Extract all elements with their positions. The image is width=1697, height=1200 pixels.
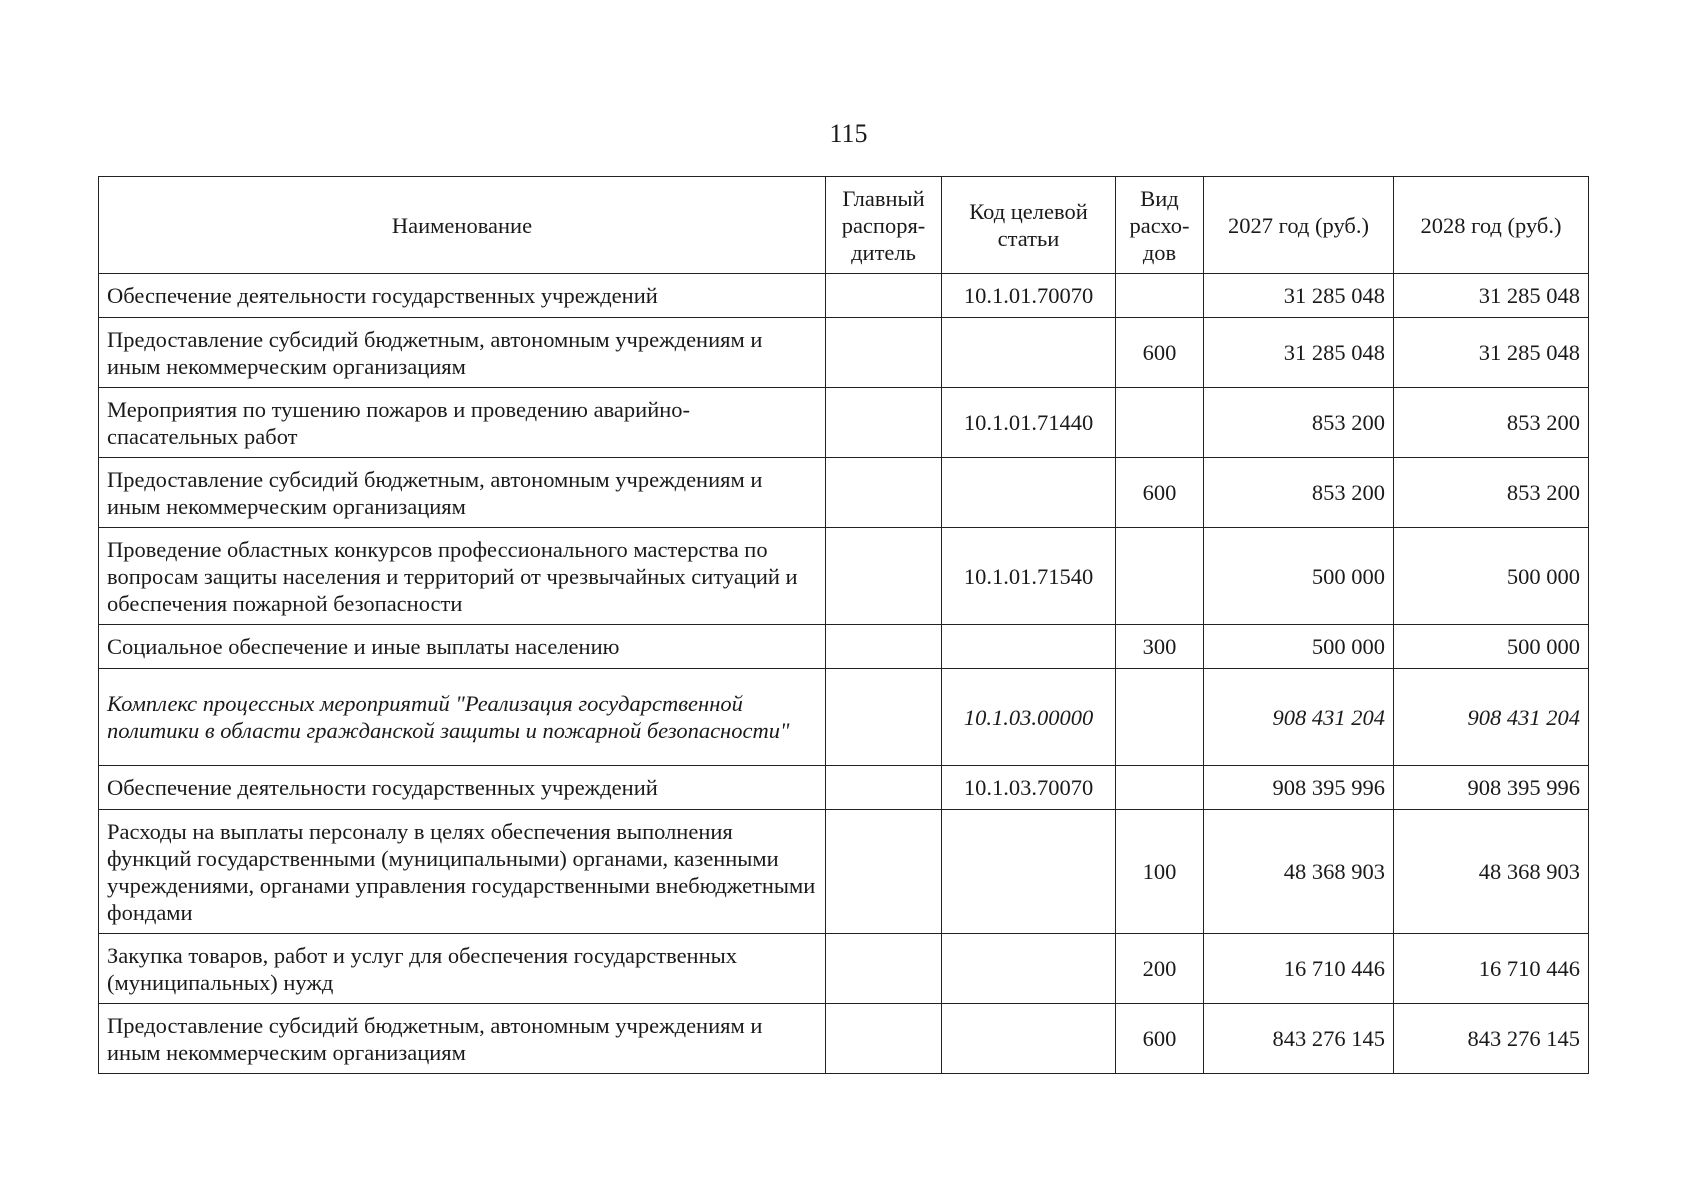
- cell-expense-type: [1116, 669, 1204, 766]
- cell-2028: 853 200: [1394, 388, 1589, 458]
- table-row: [99, 458, 1589, 528]
- cell-name: Предоставление субсидий бюджетным, автономным учреждениям и иным некоммерческим организациям: [99, 458, 826, 528]
- cell-name: Предоставление субсидий бюджетным, автономным учреждениям и иным некоммерческим организациям: [99, 1004, 826, 1074]
- cell-2027: 853 200: [1204, 458, 1394, 528]
- header-2027: 2027 год (руб.): [1204, 177, 1394, 274]
- cell-2028: 16 710 446: [1394, 934, 1589, 1004]
- table-row: [99, 934, 1589, 1004]
- cell-name: Расходы на выплаты персоналу в целях обеспечения выполнения функций государственными (муниципальными) органами, казенными учреждениями, органами управления государственными внебюджетными фондами: [99, 810, 826, 934]
- cell-target-code: [942, 810, 1116, 934]
- header-chief-manager: Главный распоря-дитель: [826, 177, 942, 274]
- cell-chief-manager: [826, 318, 942, 388]
- table-row: [99, 318, 1589, 388]
- table-row: [99, 669, 1589, 766]
- cell-target-code: [942, 458, 1116, 528]
- cell-target-code: 10.1.03.70070: [942, 766, 1116, 810]
- cell-chief-manager: [826, 766, 942, 810]
- cell-expense-type: 600: [1116, 458, 1204, 528]
- cell-2027: 500 000: [1204, 528, 1394, 625]
- cell-expense-type: [1116, 528, 1204, 625]
- cell-expense-type: 600: [1116, 318, 1204, 388]
- header-target-code: Код целевой статьи: [942, 177, 1116, 274]
- cell-expense-type: [1116, 766, 1204, 810]
- table-body: [99, 274, 1589, 1074]
- cell-2027: 908 395 996: [1204, 766, 1394, 810]
- header-2028: 2028 год (руб.): [1394, 177, 1589, 274]
- cell-expense-type: 200: [1116, 934, 1204, 1004]
- cell-2028: 853 200: [1394, 458, 1589, 528]
- cell-2027: 843 276 145: [1204, 1004, 1394, 1074]
- cell-name: Обеспечение деятельности государственных учреждений: [99, 766, 826, 810]
- header-name: Наименование: [99, 177, 826, 274]
- cell-2028: 31 285 048: [1394, 274, 1589, 318]
- cell-name: Предоставление субсидий бюджетным, автономным учреждениям и иным некоммерческим организациям: [99, 318, 826, 388]
- cell-2028: 908 395 996: [1394, 766, 1589, 810]
- cell-2027: 31 285 048: [1204, 318, 1394, 388]
- cell-2027: 500 000: [1204, 625, 1394, 669]
- cell-chief-manager: [826, 388, 942, 458]
- cell-name: Социальное обеспечение и иные выплаты населению: [99, 625, 826, 669]
- cell-2027: 853 200: [1204, 388, 1394, 458]
- cell-target-code: [942, 1004, 1116, 1074]
- cell-2027: 16 710 446: [1204, 934, 1394, 1004]
- cell-target-code: [942, 625, 1116, 669]
- cell-chief-manager: [826, 934, 942, 1004]
- cell-2028: 48 368 903: [1394, 810, 1589, 934]
- cell-name: Мероприятия по тушению пожаров и проведению аварийно-спасательных работ: [99, 388, 826, 458]
- cell-2027: 908 431 204: [1204, 669, 1394, 766]
- header-expense-type: Вид расхо-дов: [1116, 177, 1204, 274]
- cell-expense-type: [1116, 274, 1204, 318]
- cell-expense-type: 100: [1116, 810, 1204, 934]
- table-row: [99, 625, 1589, 669]
- table-row: [99, 274, 1589, 318]
- cell-chief-manager: [826, 274, 942, 318]
- cell-2027: 31 285 048: [1204, 274, 1394, 318]
- table-row: [99, 766, 1589, 810]
- budget-table: [98, 176, 1589, 1074]
- table-header-row: [99, 177, 1589, 274]
- cell-target-code: 10.1.01.71540: [942, 528, 1116, 625]
- cell-2027: 48 368 903: [1204, 810, 1394, 934]
- cell-chief-manager: [826, 528, 942, 625]
- cell-2028: 500 000: [1394, 625, 1589, 669]
- cell-chief-manager: [826, 810, 942, 934]
- cell-target-code: 10.1.01.71440: [942, 388, 1116, 458]
- cell-chief-manager: [826, 1004, 942, 1074]
- table-row: [99, 810, 1589, 934]
- cell-2028: 31 285 048: [1394, 318, 1589, 388]
- cell-name: Закупка товаров, работ и услуг для обеспечения государственных (муниципальных) нужд: [99, 934, 826, 1004]
- cell-name: Обеспечение деятельности государственных учреждений: [99, 274, 826, 318]
- cell-chief-manager: [826, 669, 942, 766]
- cell-expense-type: [1116, 388, 1204, 458]
- cell-expense-type: 600: [1116, 1004, 1204, 1074]
- cell-target-code: [942, 934, 1116, 1004]
- cell-2028: 908 431 204: [1394, 669, 1589, 766]
- page-number: 115: [829, 119, 868, 148]
- cell-2028: 843 276 145: [1394, 1004, 1589, 1074]
- cell-target-code: 10.1.03.00000: [942, 669, 1116, 766]
- cell-2028: 500 000: [1394, 528, 1589, 625]
- cell-name: Проведение областных конкурсов профессионального мастерства по вопросам защиты населения и территорий от чрезвычайных ситуаций и обеспечения пожарной безопасности: [99, 528, 826, 625]
- cell-target-code: 10.1.01.70070: [942, 274, 1116, 318]
- cell-target-code: [942, 318, 1116, 388]
- table-row: [99, 388, 1589, 458]
- cell-chief-manager: [826, 625, 942, 669]
- cell-expense-type: 300: [1116, 625, 1204, 669]
- cell-chief-manager: [826, 458, 942, 528]
- cell-name: Комплекс процессных мероприятий "Реализация государственной политики в области гражданской защиты и пожарной безопасности": [99, 669, 826, 766]
- table-row: [99, 528, 1589, 625]
- table-row: [99, 1004, 1589, 1074]
